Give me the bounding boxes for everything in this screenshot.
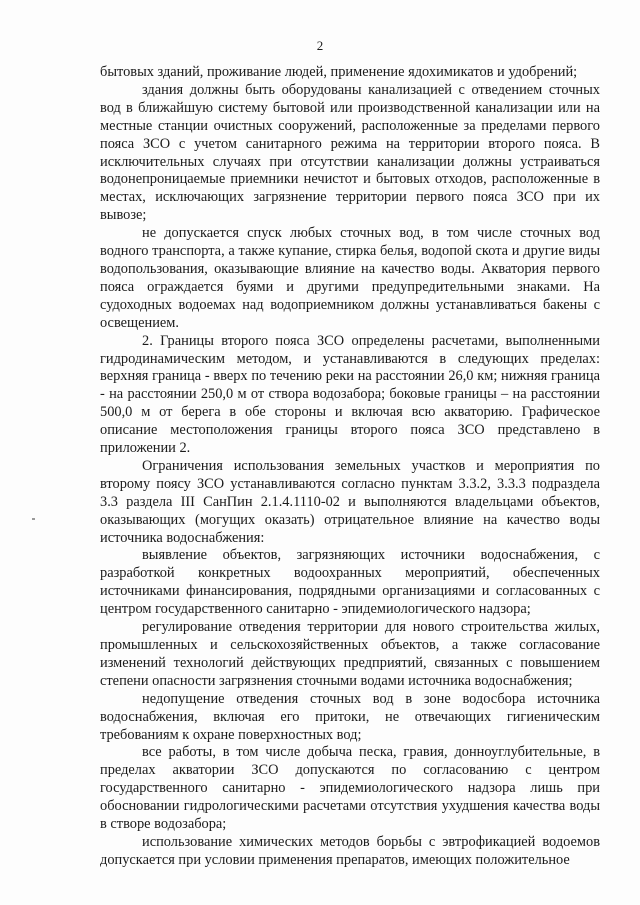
paragraph-continuation: бытовых зданий, проживание людей, применение ядохимикатов и удобрений; — [100, 64, 578, 80]
paragraph-aquatory-works: все работы, в том числе добыча песка, гравия, донноуглубительные, в пределах акватории ЗСО допускаются по согласованию с центром государственного санитарно - эпидемиологического надзора лишь при обосновании гидрологическими расчетами отсутствия ухудшения качества воды в створе водозабора; — [100, 744, 600, 833]
scan-speck — [32, 518, 35, 520]
paragraph-sewerage-requirement: здания должны быть оборудованы канализацией с отведением сточных вод в ближайшую систему бытовой или производственной канализации или на местные станции очистных сооружений, расположенные за пределами первого пояса ЗСО с учетом санитарного режима на территории второго пояса. В исключительных случаях при отсутствии канализации должны устраиваться водонепроницаемые приемники нечистот и бытовых отходов, расположенные в местах, исключающих загрязнение территории первого пояса ЗСО при их вывозе; — [100, 81, 600, 224]
paragraph-pollution-sources: выявление объектов, загрязняющих источники водоснабжения, с разработкой конкретных водоохранных мероприятий, обеспеченных источниками финансирования, подрядными организациями и согласованных с центром государственного санитарно - эпидемиологического надзора; — [100, 547, 600, 618]
paragraph-chemical-methods: использование химических методов борьбы с эвтрофикацией водоемов допускается при условии применения препаратов, имеющих положительное — [100, 833, 600, 868]
paragraph-discharge-prohibition: недопущение отведения сточных вод в зоне водосбора источника водоснабжения, включая его притоки, не отвечающих гигиеническим требованиям к охране поверхностных вод; — [100, 690, 600, 743]
paragraph-second-zone-boundaries: 2. Границы второго пояса ЗСО определены расчетами, выполненными гидродинамическим методом, и устанавливаются в следующих пределах: верхняя граница - вверх по течению реки на расстоянии 26,0 км; нижняя граница - на расстоянии 250,0 м от створа водозабора; боковые границы – на расстоянии 500,0 м от берега в обе стороны и включая всю акваторию. Графическое описание местоположения границы второго пояса ЗСО представлено в приложении 2. — [100, 332, 600, 457]
paragraph-land-use-restrictions: Ограничения использования земельных участков и мероприятия по второму поясу ЗСО устанавливаются согласно пунктам 3.3.2, 3.3.3 подраздела 3.3 раздела III СанПин 2.1.4.1110-02 и выполняются владельцами объектов, оказывающих (могущих оказать) отрицательное влияние на качество воды источника водоснабжения: — [100, 457, 600, 546]
page-number: 2 — [316, 38, 324, 53]
paragraph-wastewater-prohibition: не допускается спуск любых сточных вод, в том числе сточных вод водного транспорта, а также купание, стирка белья, водопой скота и другие виды водопользования, оказывающие влияние на качество воды. Акватория первого пояса ограждается буями и другими предупредительными знаками. На судоходных водоемах над водоприемником должны устанавливаться бакены с освещением. — [100, 225, 600, 331]
document-body — [100, 64, 600, 870]
paragraph-territory-regulation: регулирование отведения территории для нового строительства жилых, промышленных и сельскохозяйственных объектов, а также согласование изменений технологий действующих предприятий, связанных с повышением степени опасности загрязнения сточными водами источника водоснабжения; — [100, 619, 600, 689]
